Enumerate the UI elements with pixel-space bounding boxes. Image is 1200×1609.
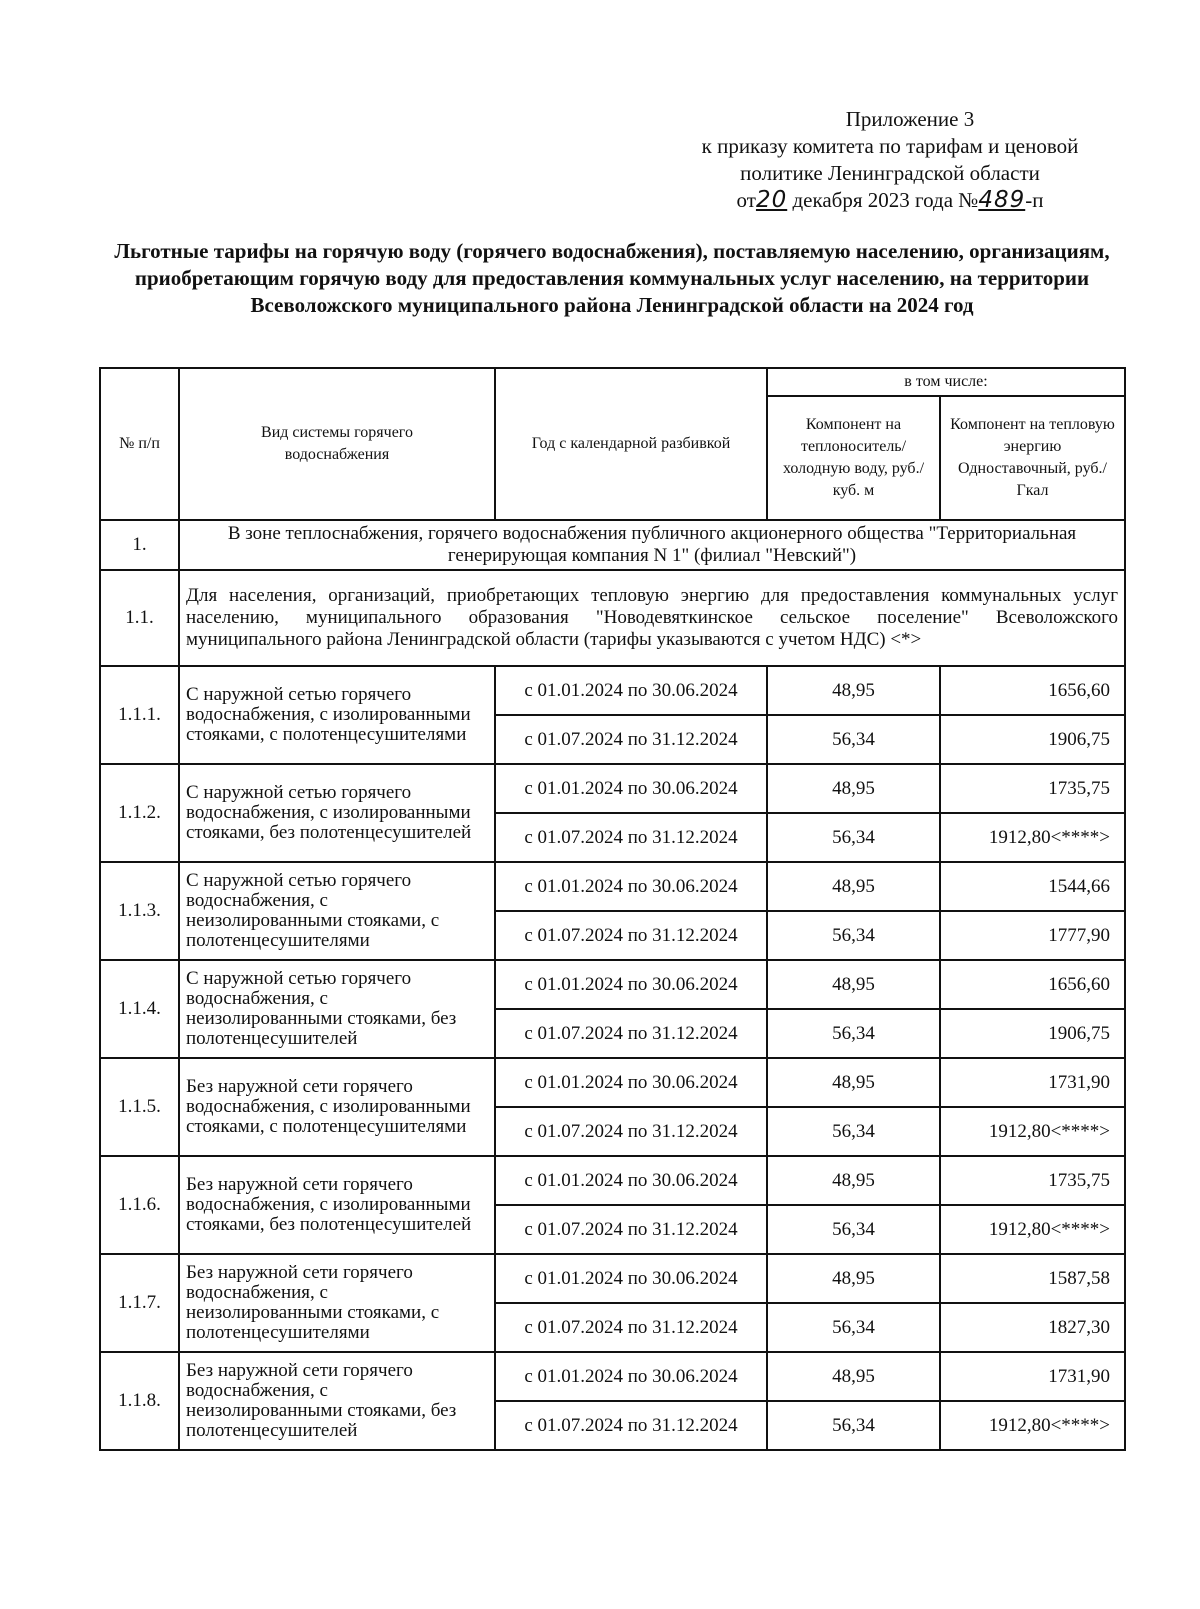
row-water-component: 48,95 <box>767 764 940 813</box>
appendix-order-ref: к приказу комитета по тарифам и ценовой <box>701 134 1079 158</box>
col-header-type: Вид системы горячего водоснабжения <box>179 368 495 520</box>
row-period: с 01.01.2024 по 30.06.2024 <box>495 1254 767 1303</box>
header-row <box>100 368 1125 396</box>
row-period: с 01.07.2024 по 31.12.2024 <box>495 1401 767 1450</box>
row-water-component: 48,95 <box>767 960 940 1009</box>
row-heat-component: 1912,80<****> <box>940 1205 1125 1254</box>
row-num: 1.1.8. <box>100 1352 179 1450</box>
row-type: С наружной сетью горячего водоснабжения, с изолированными стояками, без полотенцесушителей <box>179 764 495 862</box>
row-heat-component: 1731,90 <box>940 1058 1125 1107</box>
row-num: 1.1.5. <box>100 1058 179 1156</box>
row-heat-component: 1827,30 <box>940 1303 1125 1352</box>
row-water-component: 48,95 <box>767 1156 940 1205</box>
zone-text: В зоне теплоснабжения, горячего водоснабжения публичного акционерного общества "Территориальная генерирующая компания N 1" (филиал "Невский") <box>179 520 1125 570</box>
row-period: с 01.07.2024 по 31.12.2024 <box>495 715 767 764</box>
row-water-component: 56,34 <box>767 813 940 862</box>
col-header-comp2: Компонент на тепловую энергию Одноставочный, руб./Гкал <box>940 396 1125 520</box>
row-type: Без наружной сети горячего водоснабжения, с изолированными стояками, без полотенцесушителей <box>179 1156 495 1254</box>
row-type: С наружной сетью горячего водоснабжения, с неизолированными стояками, без полотенцесушителей <box>179 960 495 1058</box>
group-text: Для населения, организаций, приобретающих тепловую энергию для предоставления коммунальных услуг населению, муниципального образования "Новодевяткинское сельское поселение" Всеволожского муниципального района Ленинградской области (тарифы указываются с учетом НДС) <*> <box>179 570 1125 666</box>
row-period: с 01.01.2024 по 30.06.2024 <box>495 1156 767 1205</box>
appendix-label: Приложение 3 <box>845 107 975 131</box>
row-water-component: 56,34 <box>767 1107 940 1156</box>
row-heat-component: 1587,58 <box>940 1254 1125 1303</box>
row-water-component: 48,95 <box>767 1058 940 1107</box>
row-water-component: 56,34 <box>767 1009 940 1058</box>
row-period: с 01.01.2024 по 30.06.2024 <box>495 764 767 813</box>
row-heat-component: 1912,80<****> <box>940 1401 1125 1450</box>
row-period: с 01.07.2024 по 31.12.2024 <box>495 1009 767 1058</box>
row-water-component: 56,34 <box>767 1303 940 1352</box>
document-title: Льготные тарифы на горячую воду (горячего водоснабжения), поставляемую населению, организациям, приобретающим горячую воду для предоставления коммунальных услуг населению, на территории Всеволожского муниципального района Ленинградской области на 2024 год <box>114 239 1110 317</box>
row-period: с 01.01.2024 по 30.06.2024 <box>495 862 767 911</box>
row-water-component: 48,95 <box>767 1352 940 1401</box>
row-water-component: 56,34 <box>767 911 940 960</box>
group-num: 1.1. <box>100 570 179 666</box>
row-heat-component: 1912,80<****> <box>940 813 1125 862</box>
row-water-component: 48,95 <box>767 666 940 715</box>
row-heat-component: 1777,90 <box>940 911 1125 960</box>
row-period: с 01.07.2024 по 31.12.2024 <box>495 911 767 960</box>
row-period: с 01.07.2024 по 31.12.2024 <box>495 1205 767 1254</box>
row-period: с 01.01.2024 по 30.06.2024 <box>495 960 767 1009</box>
row-num: 1.1.1. <box>100 666 179 764</box>
row-type: С наружной сетью горячего водоснабжения, с неизолированными стояками, с полотенцесушителями <box>179 862 495 960</box>
group-row <box>100 570 1125 666</box>
table-row <box>100 1058 1125 1107</box>
row-type: Без наружной сети горячего водоснабжения, с неизолированными стояками, с полотенцесушителями <box>179 1254 495 1352</box>
handwritten-day: 20 <box>755 187 788 213</box>
row-num: 1.1.7. <box>100 1254 179 1352</box>
tariff-table <box>99 367 1126 1451</box>
zone-num: 1. <box>100 520 179 570</box>
table-row <box>100 1352 1125 1401</box>
appendix-header <box>660 106 1120 214</box>
row-type: С наружной сетью горячего водоснабжения, с изолированными стояками, с полотенцесушителями <box>179 666 495 764</box>
table-row <box>100 666 1125 715</box>
col-header-num: № п/п <box>100 368 179 520</box>
row-heat-component: 1735,75 <box>940 764 1125 813</box>
col-header-comp1: Компонент на теплоноситель/ холодную воду, руб./куб. м <box>767 396 940 520</box>
row-water-component: 56,34 <box>767 1401 940 1450</box>
row-water-component: 56,34 <box>767 715 940 764</box>
table-row <box>100 764 1125 813</box>
table-row <box>100 960 1125 1009</box>
table-row <box>100 1156 1125 1205</box>
row-heat-component: 1912,80<****> <box>940 1107 1125 1156</box>
row-period: с 01.01.2024 по 30.06.2024 <box>495 1058 767 1107</box>
zone-row <box>100 520 1125 570</box>
row-heat-component: 1656,60 <box>940 666 1125 715</box>
row-period: с 01.01.2024 по 30.06.2024 <box>495 666 767 715</box>
row-heat-component: 1731,90 <box>940 1352 1125 1401</box>
row-heat-component: 1735,75 <box>940 1156 1125 1205</box>
row-water-component: 48,95 <box>767 862 940 911</box>
row-heat-component: 1544,66 <box>940 862 1125 911</box>
row-heat-component: 1906,75 <box>940 715 1125 764</box>
row-num: 1.1.3. <box>100 862 179 960</box>
col-header-year: Год с календарной разбивкой <box>495 368 767 520</box>
row-num: 1.1.4. <box>100 960 179 1058</box>
row-num: 1.1.6. <box>100 1156 179 1254</box>
table-row <box>100 1254 1125 1303</box>
row-heat-component: 1906,75 <box>940 1009 1125 1058</box>
row-period: с 01.07.2024 по 31.12.2024 <box>495 1107 767 1156</box>
row-water-component: 56,34 <box>767 1205 940 1254</box>
row-heat-component: 1656,60 <box>940 960 1125 1009</box>
table-row <box>100 862 1125 911</box>
row-num: 1.1.2. <box>100 764 179 862</box>
row-type: Без наружной сети горячего водоснабжения, с изолированными стояками, с полотенцесушителями <box>179 1058 495 1156</box>
row-period: с 01.01.2024 по 30.06.2024 <box>495 1352 767 1401</box>
col-header-including: в том числе: <box>767 368 1125 396</box>
row-period: с 01.07.2024 по 31.12.2024 <box>495 813 767 862</box>
row-water-component: 48,95 <box>767 1254 940 1303</box>
row-type: Без наружной сети горячего водоснабжения, с неизолированными стояками, без полотенцесушителей <box>179 1352 495 1450</box>
appendix-date: от20 декабря 2023 года №489-п <box>736 187 1044 213</box>
handwritten-number: 489 <box>978 187 1026 213</box>
row-period: с 01.07.2024 по 31.12.2024 <box>495 1303 767 1352</box>
appendix-committee: политике Ленинградской области <box>740 161 1040 185</box>
